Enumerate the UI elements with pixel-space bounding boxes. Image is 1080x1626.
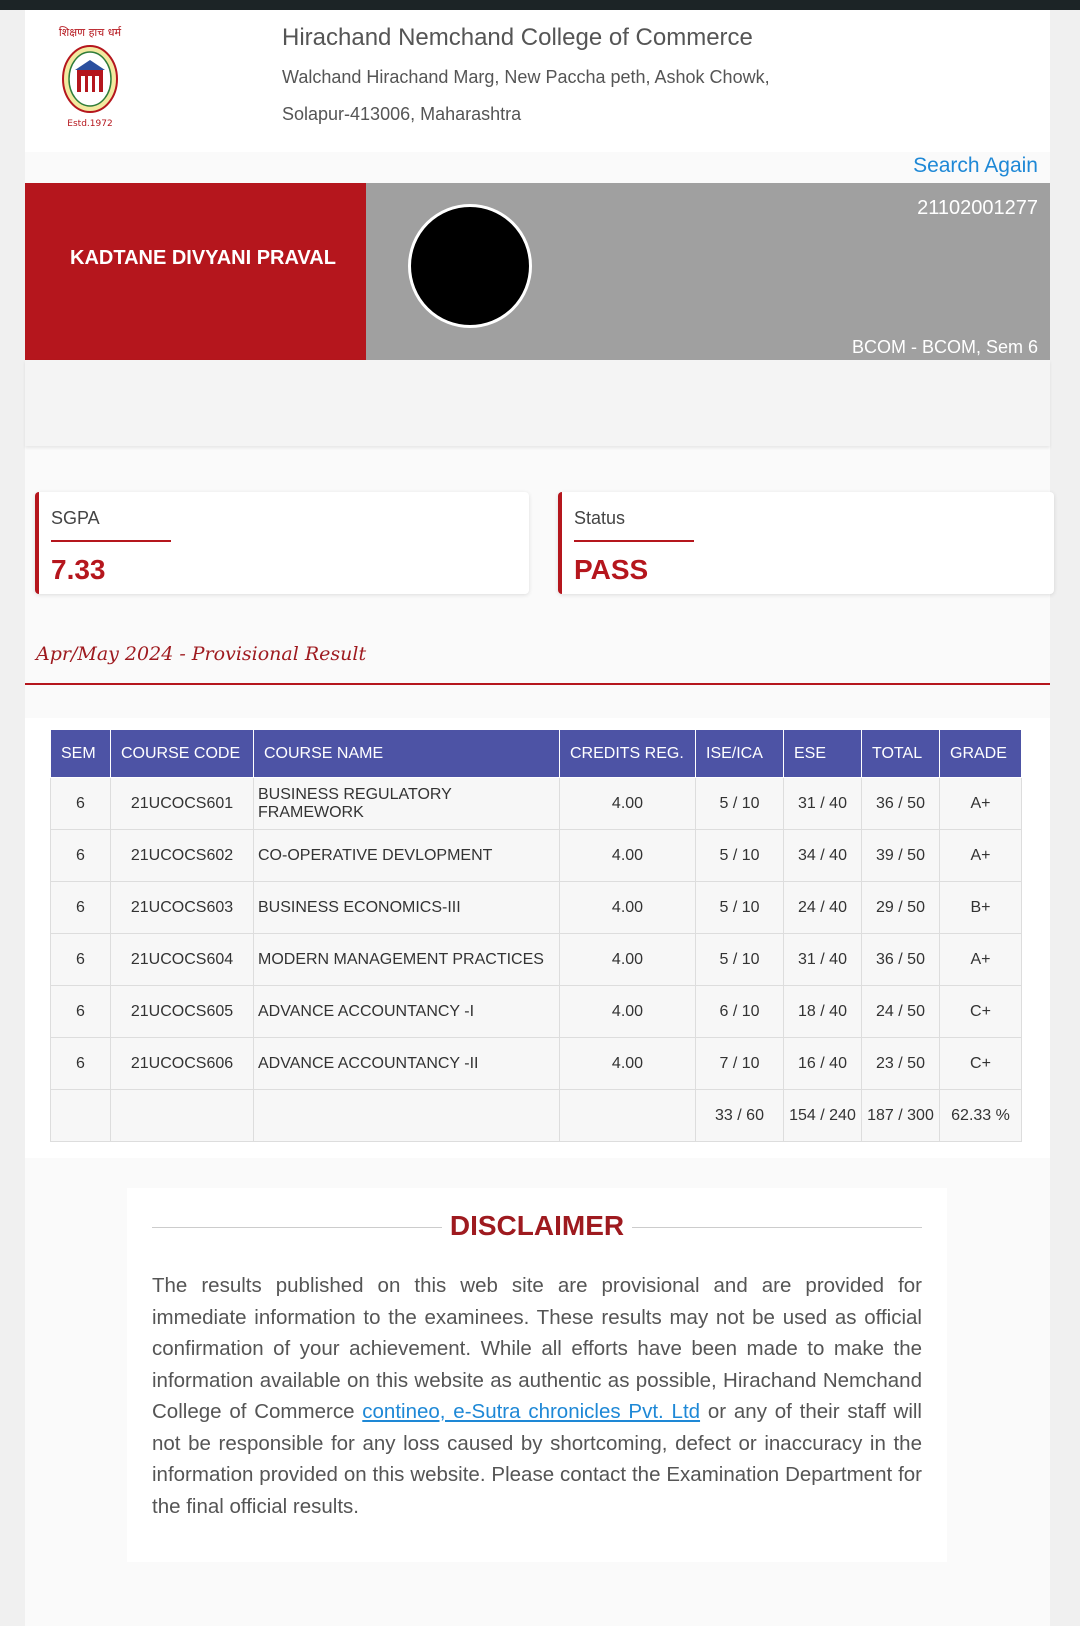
cell-ese: 31 / 40 xyxy=(784,934,862,986)
result-title: Apr/May 2024 - Provisional Result xyxy=(36,643,367,665)
cell-grade: A+ xyxy=(940,830,1022,882)
table-header-row xyxy=(51,730,1022,778)
total-cell-course-name xyxy=(254,1090,560,1142)
college-address-line1: Walchand Hirachand Marg, New Paccha peth, Ashok Chowk, xyxy=(282,67,770,87)
logo-motto: शिक्षण हाच धर्म xyxy=(58,26,122,39)
result-divider xyxy=(25,683,1050,685)
student-course: BCOM - BCOM, Sem 6 xyxy=(851,337,1038,357)
cell-ese: 34 / 40 xyxy=(784,830,862,882)
header-total: TOTAL xyxy=(862,730,940,778)
total-cell-course-code xyxy=(111,1090,254,1142)
cell-total: 36 / 50 xyxy=(862,934,940,986)
student-prn: 21102001277 xyxy=(917,197,1038,219)
cell-ese: 16 / 40 xyxy=(784,1038,862,1090)
cell-credits: 4.00 xyxy=(560,934,696,986)
blank-strip xyxy=(25,360,1050,446)
cell-credits: 4.00 xyxy=(560,986,696,1038)
total-cell-credits xyxy=(560,1090,696,1142)
cell-course-name: CO-OPERATIVE DEVLOPMENT xyxy=(254,830,560,882)
cell-course-code: 21UCOCS604 xyxy=(111,934,254,986)
table-row xyxy=(51,934,1022,986)
disclaimer-text-before: The results published on this web site are provisional and are provided for immediate information to the examinees. These results may not be used as official confirmation of your achievement. While all efforts have been made to make the information available on this website as authentic as possible, Hirachand Nemchand College of Commerce xyxy=(152,1274,922,1423)
cell-ise-ica: 5 / 10 xyxy=(696,934,784,986)
header-course-code: COURSE CODE xyxy=(111,730,254,778)
cell-grade: A+ xyxy=(940,934,1022,986)
cell-course-code: 21UCOCS601 xyxy=(111,778,254,830)
college-name: Hirachand Nemchand College of Commerce xyxy=(282,24,753,51)
total-marks: 187 / 300 xyxy=(862,1090,940,1142)
cell-course-name: BUSINESS REGULATORY FRAMEWORK xyxy=(254,778,560,830)
student-info-panel xyxy=(366,183,1050,360)
table-row xyxy=(51,778,1022,830)
status-label: Status xyxy=(574,508,626,528)
cell-grade: A+ xyxy=(940,778,1022,830)
cell-grade: C+ xyxy=(940,1038,1022,1090)
cell-course-name: MODERN MANAGEMENT PRACTICES xyxy=(254,934,560,986)
cell-ise-ica: 5 / 10 xyxy=(696,882,784,934)
cell-credits: 4.00 xyxy=(560,778,696,830)
cell-ese: 24 / 40 xyxy=(784,882,862,934)
cell-sem: 6 xyxy=(51,934,111,986)
cell-ese: 18 / 40 xyxy=(784,986,862,1038)
total-ese: 154 / 240 xyxy=(784,1090,862,1142)
cell-credits: 4.00 xyxy=(560,882,696,934)
status-underline xyxy=(574,540,694,542)
sgpa-label: SGPA xyxy=(51,508,100,528)
cell-credits: 4.00 xyxy=(560,830,696,882)
disclaimer-title: DISCLAIMER xyxy=(449,1210,625,1241)
cell-course-code: 21UCOCS602 xyxy=(111,830,254,882)
cell-sem: 6 xyxy=(51,1038,111,1090)
marks-table-area xyxy=(25,718,1050,1158)
status-card xyxy=(558,492,1054,594)
cell-course-name: BUSINESS ECONOMICS-III xyxy=(254,882,560,934)
cell-total: 39 / 50 xyxy=(862,830,940,882)
header-grade: GRADE xyxy=(940,730,1022,778)
cell-course-name: ADVANCE ACCOUNTANCY -II xyxy=(254,1038,560,1090)
college-address-line2: Solapur-413006, Maharashtra xyxy=(282,104,522,124)
total-cell-sem xyxy=(51,1090,111,1142)
cell-sem: 6 xyxy=(51,778,111,830)
sgpa-value: 7.33 xyxy=(51,554,106,585)
cell-total: 23 / 50 xyxy=(862,1038,940,1090)
cell-course-code: 21UCOCS603 xyxy=(111,882,254,934)
total-percentage: 62.33 % xyxy=(940,1090,1022,1142)
cell-ise-ica: 6 / 10 xyxy=(696,986,784,1038)
table-row xyxy=(51,986,1022,1038)
search-again-link[interactable]: Search Again xyxy=(913,154,1038,177)
cell-total: 24 / 50 xyxy=(862,986,940,1038)
cell-grade: C+ xyxy=(940,986,1022,1038)
top-bar xyxy=(0,0,1080,10)
cell-ise-ica: 5 / 10 xyxy=(696,778,784,830)
student-photo xyxy=(408,204,532,328)
marks-table xyxy=(50,729,1022,1142)
cell-credits: 4.00 xyxy=(560,1038,696,1090)
header-credits: CREDITS REG. xyxy=(560,730,696,778)
cell-course-name: ADVANCE ACCOUNTANCY -I xyxy=(254,986,560,1038)
disclaimer-text-after: or any of their staff will not be responsible for any loss caused by shortcoming, defect or inaccuracy in the information provided on this website. Please contact the Examination Department for the final official results. xyxy=(152,1400,922,1518)
header-ese: ESE xyxy=(784,730,862,778)
cell-sem: 6 xyxy=(51,882,111,934)
status-value: PASS xyxy=(574,554,649,585)
cell-total: 36 / 50 xyxy=(862,778,940,830)
sgpa-underline xyxy=(51,540,171,542)
header-course-name: COURSE NAME xyxy=(254,730,560,778)
cell-grade: B+ xyxy=(940,882,1022,934)
cell-sem: 6 xyxy=(51,986,111,1038)
cell-ese: 31 / 40 xyxy=(784,778,862,830)
disclaimer-text xyxy=(152,1270,922,1522)
cell-sem: 6 xyxy=(51,830,111,882)
disclaimer-vendor-link[interactable]: contineo, e-Sutra chronicles Pvt. Ltd xyxy=(362,1400,701,1423)
table-row xyxy=(51,882,1022,934)
cell-ise-ica: 5 / 10 xyxy=(696,830,784,882)
table-totals-row xyxy=(51,1090,1022,1142)
table-row xyxy=(51,1038,1022,1090)
cell-course-code: 21UCOCS606 xyxy=(111,1038,254,1090)
header-sem: SEM xyxy=(51,730,111,778)
disclaimer-box xyxy=(127,1188,947,1562)
table-row xyxy=(51,830,1022,882)
student-name: KADTANE DIVYANI PRAVAL xyxy=(70,247,336,269)
cell-course-code: 21UCOCS605 xyxy=(111,986,254,1038)
total-ise-ica: 33 / 60 xyxy=(696,1090,784,1142)
header-ise-ica: ISE/ICA xyxy=(696,730,784,778)
cell-ise-ica: 7 / 10 xyxy=(696,1038,784,1090)
college-logo xyxy=(50,22,130,134)
sgpa-card xyxy=(35,492,529,594)
cell-total: 29 / 50 xyxy=(862,882,940,934)
logo-estd: Estd.1972 xyxy=(67,119,113,129)
student-name-panel xyxy=(25,183,366,360)
